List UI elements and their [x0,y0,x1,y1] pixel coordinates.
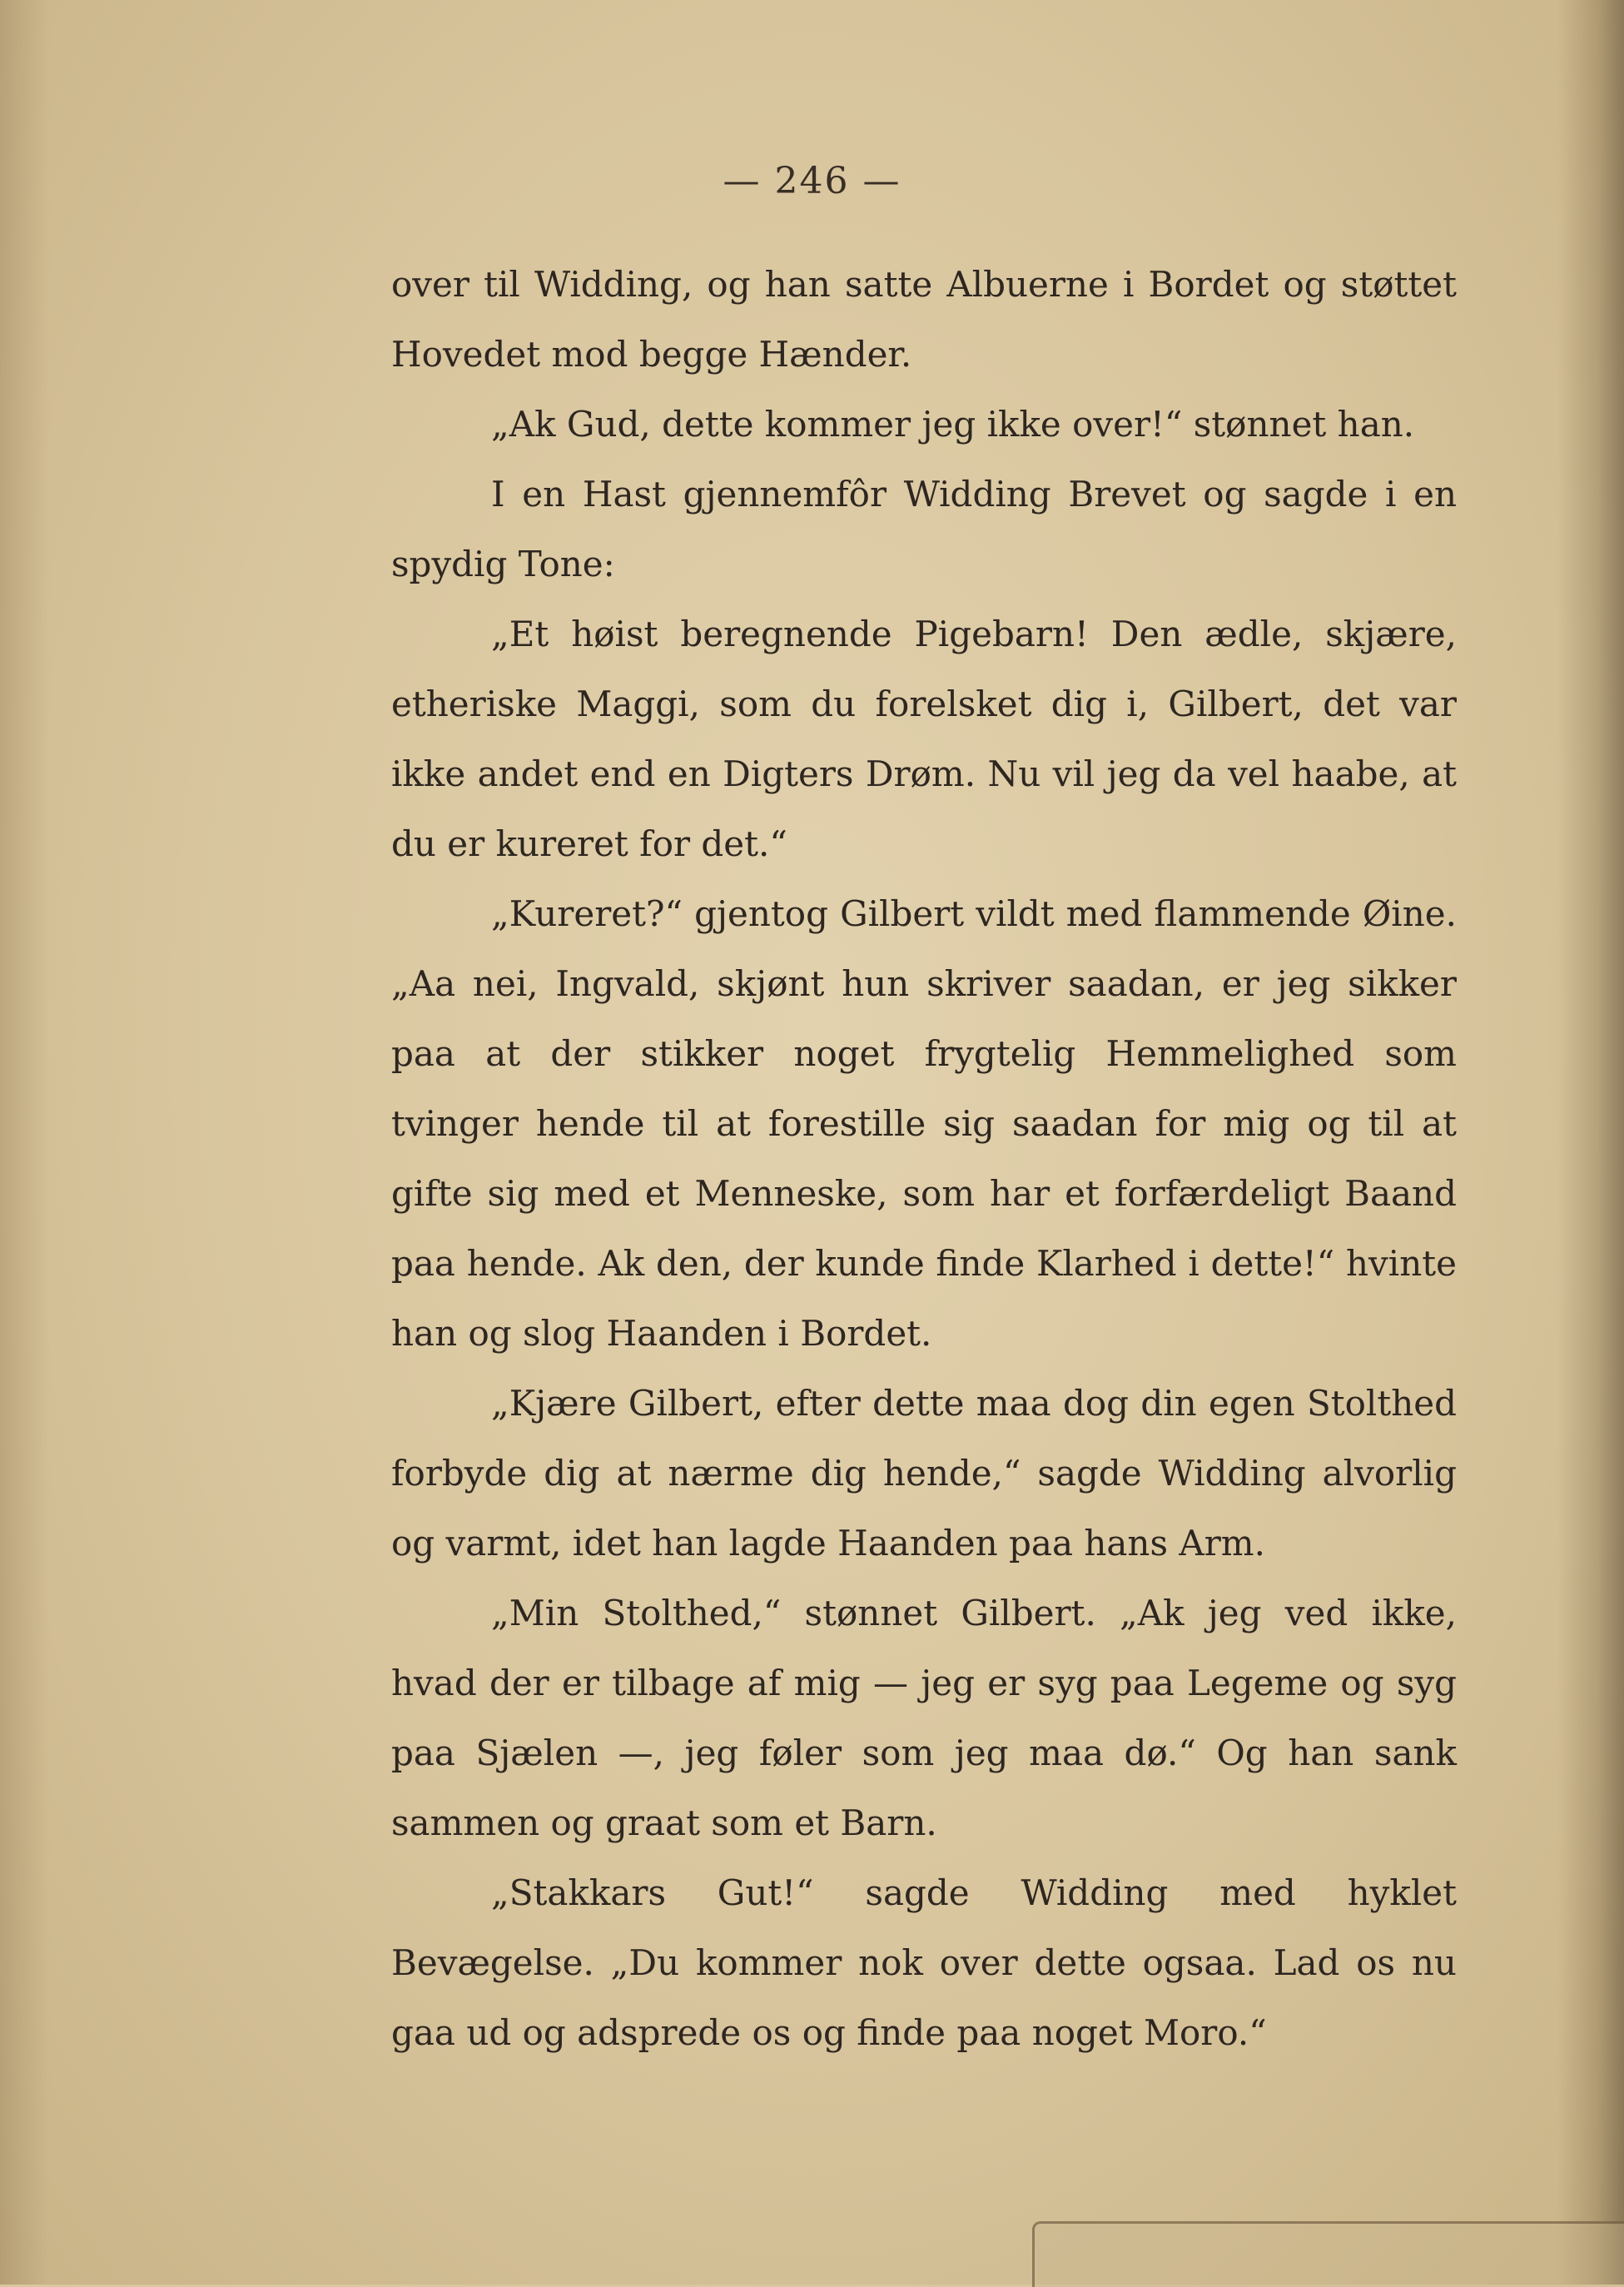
paragraph-1: over til Widding, og han satte Albuerne i Bordet og støttet Hovedet mod begge Hænder. [391,264,1457,375]
paragraph-8: „Stakkars Gut!“ sagde Widding med hyklet Bevægelse. „Du kommer nok over dette ogsaa. Lad os nu gaa ud og adsprede os og finde paa noget Moro.“ [391,1872,1457,2053]
page-number: — 246 — [723,160,901,202]
page-spine-shadow [1557,0,1624,2285]
page-left-edge-shadow [0,0,50,2285]
paragraph-3: I en Hast gjennemfôr Widding Brevet og sagde i en spydig Tone: [391,474,1457,584]
paragraph-2: „Ak Gud, dette kommer jeg ikke over!“ stønnet han. [491,404,1415,445]
body-text [391,250,1457,2068]
paragraph-5: „Kureret?“ gjentog Gilbert vildt med flammende Øine. „Aa nei, Ingvald, skjønt hun skriver saadan, er jeg sikker paa at der stikker noget frygtelig Hemmelighed som tvinger hende til at forestille sig saadan for mig og til at gifte sig med et Menneske, som har et forfærdeligt Baand paa hende. Ak den, der kunde finde Klarhed i dette!“ hvinte han og slog Haanden i Bordet. [391,893,1457,1354]
page-corner-fold [1032,2221,1624,2287]
paragraph-7: „Min Stolthed,“ stønnet Gilbert. „Ak jeg ved ikke, hvad der er tilbage af mig — jeg er syg paa Legeme og syg paa Sjælen —, jeg føler som jeg maa dø.“ Og han sank sammen og graat som et Barn. [391,1593,1457,1843]
paragraph-6: „Kjære Gilbert, efter dette maa dog din egen Stolthed forbyde dig at nærme dig hende,“ sagde Widding alvorlig og varmt, idet han lagde Haanden paa hans Arm. [391,1383,1457,1564]
paragraph-4: „Et høist beregnende Pigebarn! Den ædle, skjære, etheriske Maggi, som du forelsket dig i, Gilbert, det var ikke andet end en Digters Drøm. Nu vil jeg da vel haabe, at du er kureret for det.“ [391,614,1457,864]
